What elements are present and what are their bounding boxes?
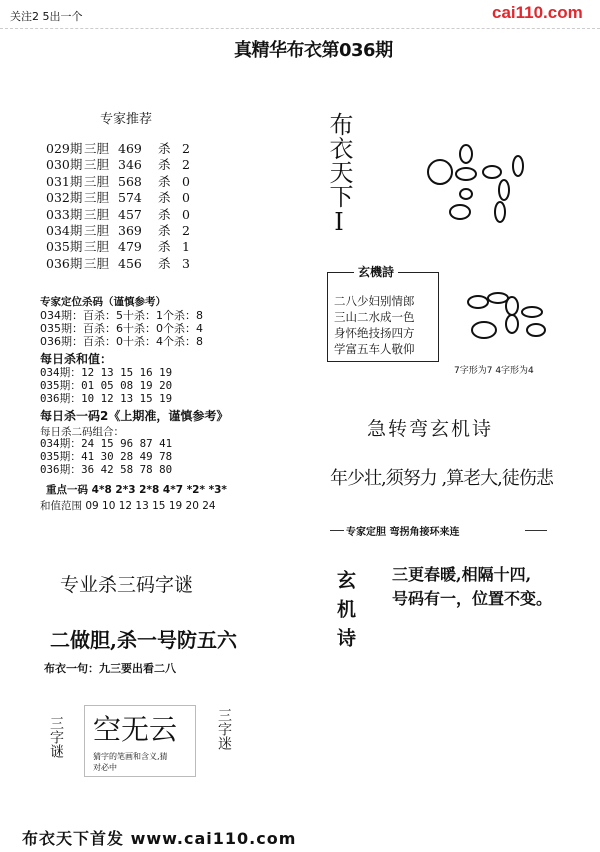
- number-shape-image: [420, 142, 540, 252]
- riddle-box: [84, 705, 196, 777]
- expert-cell-issue: 030期: [46, 157, 83, 173]
- expert-table: [46, 141, 216, 272]
- key-code-line: 重点一码 4*8 2*3 2*8 4*7 *2* *3*: [46, 484, 227, 496]
- riddle-box-title: 空无云: [93, 713, 178, 746]
- buyi-sentence: 布衣一句：九三要出看二八: [44, 662, 176, 675]
- table-row: [46, 157, 216, 173]
- expert-cell-num: 456: [118, 255, 142, 271]
- expert-cell-kind: 三胆: [84, 206, 110, 222]
- mystery-box-title: 玄機詩: [354, 263, 398, 280]
- expert-cell-k: 0: [182, 173, 190, 189]
- page-title: 真精华布衣第036期: [234, 40, 393, 61]
- list-item: 035期：41 30 28 49 78: [40, 450, 173, 464]
- table-row: [46, 174, 216, 190]
- list-item: 036期：36 42 58 78 80: [40, 463, 173, 477]
- poem-line: 三山二水成一色: [334, 310, 415, 324]
- expert-cell-kind: 三胆: [84, 173, 110, 189]
- riddle-box-hint2: 对必中: [93, 763, 117, 772]
- expert-cell-kind: 三胆: [84, 190, 110, 206]
- daily-sum-list: [40, 366, 240, 406]
- turn-title: 急转弯玄机诗: [367, 418, 494, 440]
- slogan: 二做胆,杀一号防五六: [50, 628, 237, 652]
- expert-cell-kind: 三胆: [84, 239, 110, 255]
- expert-cell-issue: 036期: [46, 255, 83, 271]
- expert-cell-issue: 031期: [46, 173, 83, 189]
- daily-sum-heading: 每日杀和值：: [40, 352, 113, 366]
- expert-cell-kill: 杀: [158, 190, 171, 206]
- poem-line: 号码有一，位置不变。: [392, 589, 553, 608]
- expert-cell-kill: 杀: [158, 173, 171, 189]
- riddle-title: 专业杀三码字谜: [60, 574, 194, 596]
- expert-cell-kind: 三胆: [84, 222, 110, 238]
- expert-cell-k: 3: [182, 255, 190, 271]
- position-kill-heading: 专家定位杀码（谨慎参考）: [40, 296, 166, 308]
- list-item: 036期：10 12 13 15 19: [40, 392, 173, 406]
- expert-cell-k: 0: [182, 190, 190, 206]
- expert-heading: 专家推荐: [100, 112, 153, 127]
- list-item: 034期：12 13 15 16 19: [40, 366, 173, 379]
- table-row: [46, 223, 216, 239]
- table-row: [46, 141, 216, 157]
- banner-rule-left: [330, 530, 344, 531]
- expert-cell-k: 2: [182, 222, 190, 238]
- three-char-left: 三字谜: [48, 716, 64, 758]
- expert-cell-k: 2: [182, 157, 190, 173]
- expert-cell-num: 574: [118, 190, 142, 206]
- expert-cell-issue: 029期: [46, 141, 83, 156]
- list-item: 034期：24 15 96 87 41: [40, 437, 173, 450]
- ring-shape: [428, 160, 452, 184]
- calligraphy-line: 年少壮,须努力 ,算老大,徒伤悲: [330, 468, 553, 489]
- expert-cell-kind: 三胆: [84, 157, 110, 173]
- expert-cell-kill: 杀: [158, 222, 171, 238]
- buyi-vertical-title: 布衣天下I: [325, 112, 353, 236]
- poem-line: 学富五车人敬仰: [334, 342, 415, 356]
- site-logo[interactable]: cai110.com: [492, 3, 583, 22]
- footer-text: 布衣天下首发 www.cai110.com: [22, 829, 297, 848]
- expert-cell-kill: 杀: [158, 141, 171, 156]
- table-row: [46, 190, 216, 206]
- expert-cell-kill: 杀: [158, 239, 171, 255]
- table-row: [46, 207, 216, 223]
- daily-one-heading: 每日杀一码2《上期准，谨慎参考》: [40, 409, 229, 423]
- expert-cell-k: 1: [182, 239, 190, 255]
- table-row: [46, 239, 216, 255]
- expert-cell-num: 469: [118, 141, 142, 156]
- expert-cell-kill: 杀: [158, 255, 171, 271]
- expert-cell-issue: 033期: [46, 206, 83, 222]
- table-row: [46, 256, 216, 272]
- expert-cell-issue: 035期: [46, 239, 83, 255]
- daily-two-heading: 每日杀二码组合：: [40, 426, 124, 438]
- sum-range-line: 和值范围 09 10 12 13 15 19 20 24: [40, 500, 216, 512]
- expert-cell-num: 568: [118, 173, 142, 189]
- list-item: 035期：01 05 08 19 20: [40, 379, 173, 393]
- expert-cell-num: 457: [118, 206, 142, 222]
- expert-cell-issue: 034期: [46, 222, 83, 238]
- shape-74-image: [460, 290, 550, 348]
- xuanji-vertical: 玄机诗: [334, 570, 356, 657]
- daily-two-list: [40, 437, 240, 477]
- riddle-box-hint: 猜字的笔画和含义,猜: [93, 752, 168, 761]
- expert-cell-num: 369: [118, 222, 142, 238]
- poem-line: 二八少妇别情郎: [334, 294, 415, 308]
- expert-cell-k: 2: [182, 141, 190, 156]
- mystery-poem-box: [327, 265, 439, 362]
- expert-cell-k: 0: [182, 206, 190, 222]
- expert-cell-num: 479: [118, 239, 142, 255]
- list-item: 036期：百杀：0十杀：4个杀：8: [40, 335, 203, 349]
- expert-cell-kill: 杀: [158, 206, 171, 222]
- list-item: 034期：百杀：5十杀：1个杀：8: [40, 309, 203, 322]
- poem-line: 身怀绝技扬四方: [334, 326, 415, 340]
- expert-cell-kill: 杀: [158, 157, 171, 173]
- top-note: 关注2 5出一个: [10, 10, 83, 23]
- expert-cell-kind: 三胆: [84, 255, 110, 271]
- poem-line: 三更春暖,相隔十四,: [392, 565, 532, 584]
- expert-cell-kind: 三胆: [84, 141, 110, 156]
- poem-block: [392, 563, 552, 611]
- expert-cell-num: 346: [118, 157, 142, 173]
- three-char-right: 三字迷: [216, 708, 232, 750]
- list-item: 035期：百杀：6十杀：0个杀：4: [40, 322, 203, 336]
- shape-caption: 7字形为7 4字形为4: [454, 366, 534, 376]
- oval-shape: [460, 145, 472, 163]
- expert-cell-issue: 032期: [46, 190, 83, 206]
- position-kill-list: [40, 309, 240, 349]
- expert-banner: 专家定胆 弯拐角接环来连: [346, 527, 460, 538]
- banner-rule-right: [525, 530, 547, 531]
